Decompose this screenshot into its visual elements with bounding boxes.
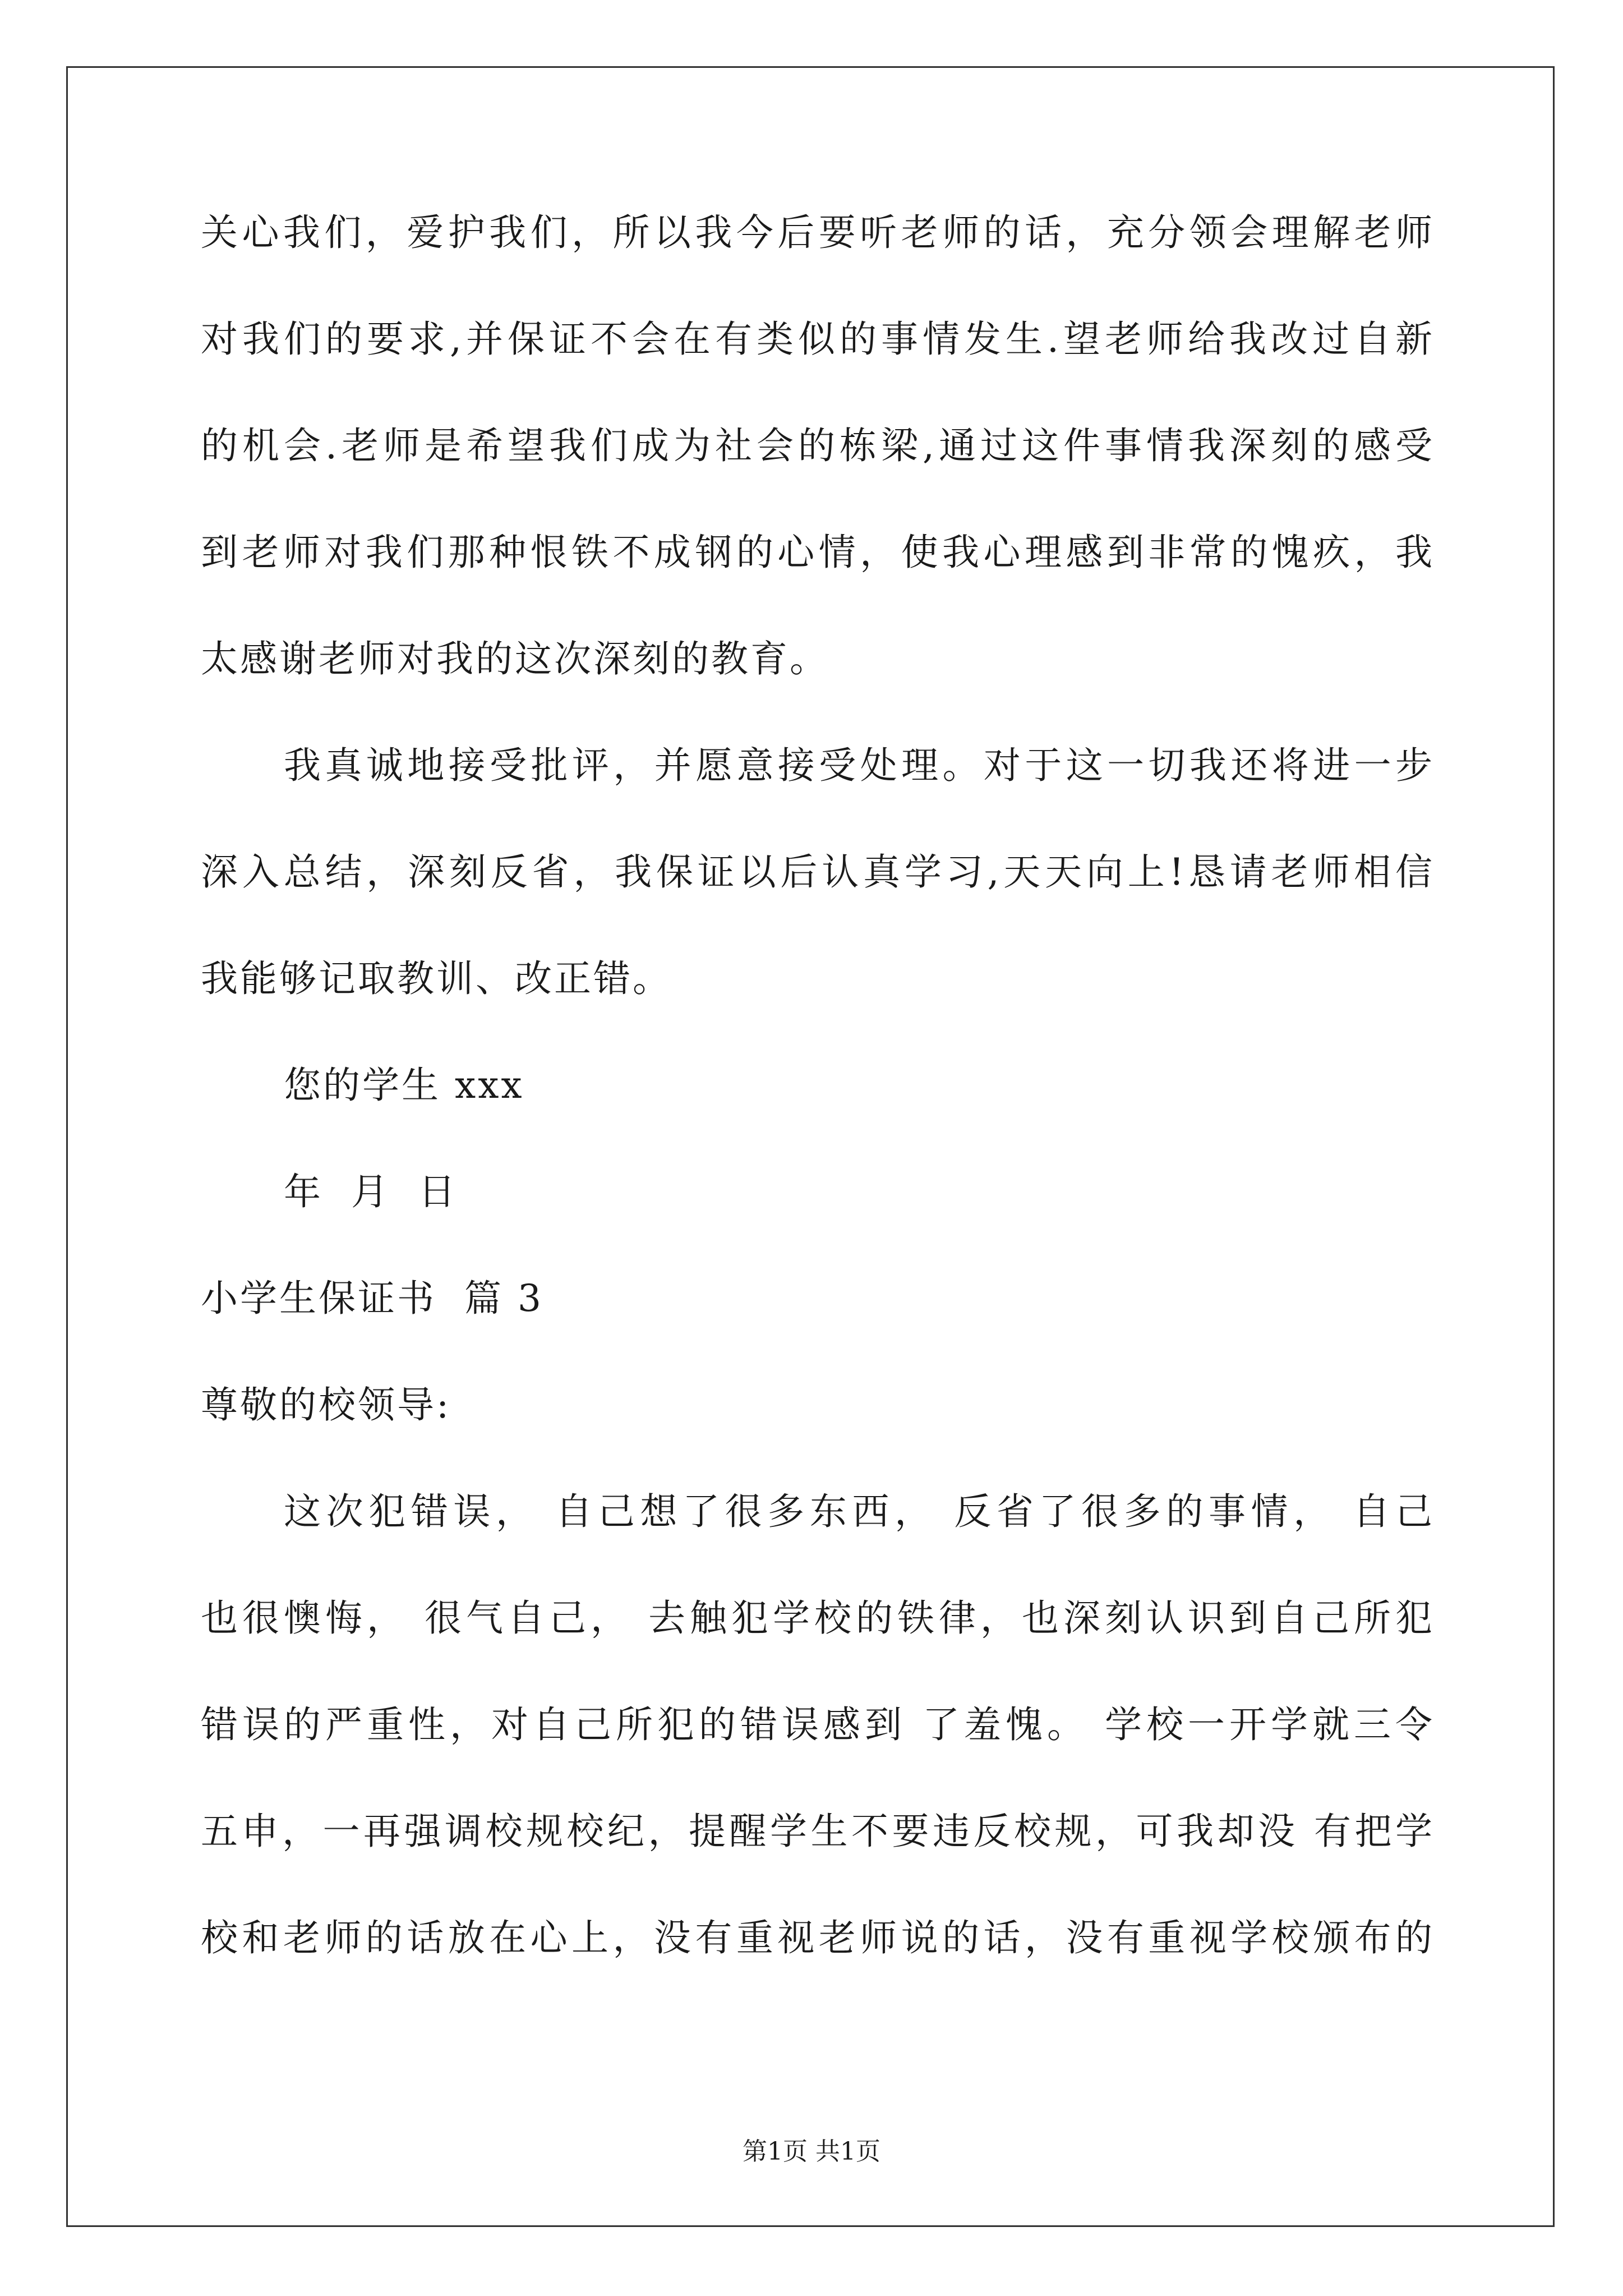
page-number-footer: 第1页 共1页 [743,2137,880,2166]
paragraph-line: 我能够记取教训、改正错。 [201,957,672,1000]
paragraph-line: 到老师对我们那种恨铁不成钢的心情，使我心理感到非常的愧疚，我 [201,531,1435,574]
paragraph-line: 深入总结，深刻反省，我保证以后认真学习,天天向上!恳请老师相信 [201,850,1435,894]
paragraph-line: 对我们的要求,并保证不会在有类似的事情发生.望老师给我改过自新 [201,318,1435,361]
paragraph-line: 的机会.老师是希望我们成为社会的栋梁,通过这件事情我深刻的感受 [201,424,1435,467]
paragraph-line: 五申，一再强调校规校纪，提醒学生不要违反校规，可我却没 有把学 [201,1810,1435,1853]
section-title: 小学生保证书 篇 3 [201,1277,543,1320]
paragraph-line: 也很懊悔， 很气自己， 去触犯学校的铁律，也深刻认识到自己所犯 [201,1596,1435,1640]
paragraph-line: 这次犯错误， 自己想了很多东西， 反省了很多的事情， 自己 [284,1490,1435,1533]
paragraph-line: 错误的严重性，对自己所犯的错误感到 了羞愧。 学校一开学就三令 [201,1703,1435,1746]
signature-line: 您的学生 xxx [284,1064,524,1107]
paragraph-line: 关心我们，爱护我们，所以我今后要听老师的话，充分领会理解老师 [201,211,1435,254]
paragraph-line: 太感谢老师对我的这次深刻的教育。 [201,637,829,680]
paragraph-line: 校和老师的话放在心上，没有重视老师说的话，没有重视学校颁布的 [201,1916,1435,1959]
page-border [66,66,1555,2227]
date-line: 年 月 日 [284,1170,458,1213]
salutation: 尊敬的校领导: [201,1383,451,1427]
paragraph-line: 我真诚地接受批评，并愿意接受处理。对于这一切我还将进一步 [284,744,1435,787]
